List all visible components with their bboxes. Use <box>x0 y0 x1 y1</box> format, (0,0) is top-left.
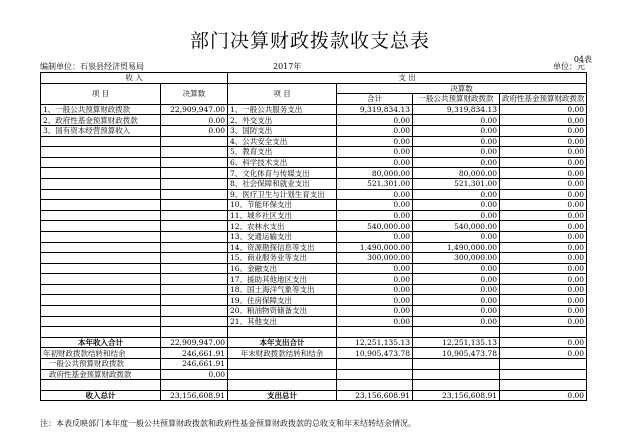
income-amount-cell <box>161 306 228 317</box>
year-expense-total: 12,251,135.13 <box>337 337 413 348</box>
expense-amount-header: 决算数 <box>337 83 587 94</box>
table-row <box>41 157 587 168</box>
expense-item-cell: 13、交通运输支出 <box>228 231 337 242</box>
expense-total-cell: 0.00 <box>337 210 413 221</box>
income-item-cell: 1、一般公共预算财政拨款 <box>41 104 161 115</box>
expense-gov-fund-cell: 0.00 <box>500 242 587 253</box>
end-balance-total: 10,905,473.78 <box>337 348 413 359</box>
income-amount-cell <box>161 210 228 221</box>
income-item-cell <box>41 263 161 274</box>
expense-total-fund: 0.00 <box>500 390 587 401</box>
income-amount-cell <box>161 136 228 147</box>
budget-summary-table <box>40 72 587 401</box>
expense-gov-fund-cell: 0.00 <box>500 316 587 327</box>
table-row <box>41 136 587 147</box>
begin-fund: 0.00 <box>161 369 228 380</box>
income-item-cell <box>41 168 161 179</box>
expense-item-cell: 9、医疗卫生与计划生育支出 <box>228 189 337 200</box>
expense-general-budget-cell: 300,000.00 <box>413 253 500 264</box>
table-row <box>41 327 587 338</box>
expense-total-cell: 0.00 <box>337 147 413 158</box>
table-row <box>41 316 587 327</box>
income-amount-cell <box>161 242 228 253</box>
income-item-cell <box>41 242 161 253</box>
expense-total-cell: 0.00 <box>337 295 413 306</box>
expense-item-cell: 20、粮油物资储备支出 <box>228 306 337 317</box>
expense-general-budget-cell: 0.00 <box>413 263 500 274</box>
expense-gov-fund-cell: 0.00 <box>500 147 587 158</box>
table-row <box>41 369 587 380</box>
table-row <box>41 284 587 295</box>
table-row <box>41 390 587 401</box>
table-row <box>41 295 587 306</box>
income-total: 23,156,608.91 <box>161 390 228 401</box>
expense-general-budget-cell: 0.00 <box>413 295 500 306</box>
expense-total-cell: 0.00 <box>337 115 413 126</box>
expense-total-cell: 0.00 <box>337 231 413 242</box>
expense-total-cell: 0.00 <box>337 189 413 200</box>
income-item-cell <box>41 178 161 189</box>
table-row <box>41 168 587 179</box>
report-meta <box>40 61 585 71</box>
income-item-cell <box>41 147 161 158</box>
income-item-cell <box>41 221 161 232</box>
table-note: 注：本表反映部门本年度一般公共预算财政拨款和政府性基金预算财政拨款的总收支和年末结转结余情况。 <box>40 419 416 428</box>
table-row <box>41 147 587 158</box>
begin-balance: 246,661.91 <box>161 348 228 359</box>
income-amount-cell <box>161 253 228 264</box>
income-item-cell <box>41 136 161 147</box>
expense-item-cell: 12、农林水支出 <box>228 221 337 232</box>
income-item-cell <box>41 274 161 285</box>
expense-header: 支 出 <box>228 73 587 84</box>
expense-general-budget-cell: 0.00 <box>413 189 500 200</box>
income-amount-cell <box>161 147 228 158</box>
expense-gov-fund-cell: 0.00 <box>500 284 587 295</box>
expense-total-cell: 540,000.00 <box>337 221 413 232</box>
income-item-cell <box>41 316 161 327</box>
expense-total-cell: 0.00 <box>337 306 413 317</box>
expense-item-cell: 2、外交支出 <box>228 115 337 126</box>
table-row <box>41 242 587 253</box>
expense-gov-fund-cell: 0.00 <box>500 189 587 200</box>
expense-general-budget-cell: 0.00 <box>413 274 500 285</box>
expense-total-cell: 0.00 <box>337 284 413 295</box>
expense-gov-fund-cell: 0.00 <box>500 115 587 126</box>
expense-general-budget-cell: 0.00 <box>413 231 500 242</box>
total-header: 合计 <box>337 94 413 105</box>
expense-gov-fund-cell: 0.00 <box>500 125 587 136</box>
table-row <box>41 178 587 189</box>
expense-item-cell: 14、资源勘探信息等支出 <box>228 242 337 253</box>
expense-total-cell: 0.00 <box>337 274 413 285</box>
end-balance-gen: 10,905,473.78 <box>413 348 500 359</box>
expense-total-cell: 0.00 <box>337 263 413 274</box>
expense-total-cell: 0.00 <box>337 125 413 136</box>
income-header: 收 入 <box>41 73 228 84</box>
table-row <box>41 104 587 115</box>
expense-gov-fund-cell: 0.00 <box>500 231 587 242</box>
expense-item-cell: 3、国防支出 <box>228 125 337 136</box>
expense-item-cell: 5、教育支出 <box>228 147 337 158</box>
header-row-2 <box>41 83 587 94</box>
year-expense-fund: 0.00 <box>500 337 587 348</box>
header-row-1 <box>41 73 587 84</box>
expense-total-label: 支出总计 <box>228 390 337 401</box>
income-item-cell <box>41 306 161 317</box>
expense-general-budget-cell: 521,301.00 <box>413 178 500 189</box>
expense-item-cell: 19、住房保障支出 <box>228 295 337 306</box>
income-item-cell <box>41 210 161 221</box>
expense-item-cell: 17、援助其他地区支出 <box>228 274 337 285</box>
expense-total-cell: 0.00 <box>337 136 413 147</box>
income-amount-cell <box>161 200 228 211</box>
income-amount-cell <box>161 274 228 285</box>
summary-body <box>41 327 587 401</box>
expense-gov-fund-cell: 0.00 <box>500 274 587 285</box>
expense-item-cell: 21、其他支出 <box>228 316 337 327</box>
table-row <box>41 348 587 359</box>
income-item-cell <box>41 284 161 295</box>
expense-general-budget-cell: 0.00 <box>413 157 500 168</box>
expense-item-cell: 10、节能环保支出 <box>228 200 337 211</box>
table-row <box>41 221 587 232</box>
table-row <box>41 306 587 317</box>
expense-general-budget-cell: 9,319,834.13 <box>413 104 500 115</box>
expense-general-budget-cell: 0.00 <box>413 115 500 126</box>
expense-general-budget-cell: 0.00 <box>413 147 500 158</box>
begin-balance-label: 年初财政拨款结转和结余 <box>41 348 161 359</box>
year-expense-total-label: 本年支出合计 <box>228 337 337 348</box>
expense-general-budget-cell: 0.00 <box>413 316 500 327</box>
income-item-cell: 3、国有资本经营预算收入 <box>41 125 161 136</box>
table-row <box>41 210 587 221</box>
table-body <box>41 104 587 326</box>
expense-item-cell: 18、国土海洋气象等支出 <box>228 284 337 295</box>
expense-total: 23,156,608.91 <box>337 390 413 401</box>
table-row <box>41 200 587 211</box>
income-amount-header: 决算数 <box>161 83 228 104</box>
income-amount-cell: 22,909,947.00 <box>161 104 228 115</box>
expense-item-header: 项 目 <box>228 83 337 104</box>
report-title: 部门决算财政拨款收支总表 <box>189 30 430 52</box>
expense-item-cell: 15、商业服务业等支出 <box>228 253 337 264</box>
expense-total-cell: 0.00 <box>337 316 413 327</box>
expense-general-budget-cell: 80,000.00 <box>413 168 500 179</box>
expense-gov-fund-cell: 0.00 <box>500 200 587 211</box>
expense-gov-fund-cell: 0.00 <box>500 136 587 147</box>
income-amount-cell <box>161 221 228 232</box>
year-expense-gen: 12,251,135.13 <box>413 337 500 348</box>
begin-gen: 246,661.91 <box>161 359 228 370</box>
expense-total-cell: 521,301.00 <box>337 178 413 189</box>
expense-gov-fund-cell: 0.00 <box>500 221 587 232</box>
expense-total-cell: 1,490,000.00 <box>337 242 413 253</box>
expense-item-cell: 7、文化体育与传媒支出 <box>228 168 337 179</box>
expense-general-budget-cell: 0.00 <box>413 125 500 136</box>
expense-item-cell: 16、金融支出 <box>228 263 337 274</box>
expense-total-gen: 23,156,608.91 <box>413 390 500 401</box>
expense-total-cell: 0.00 <box>337 200 413 211</box>
expense-general-budget-cell: 1,490,000.00 <box>413 242 500 253</box>
expense-total-cell: 300,000.00 <box>337 253 413 264</box>
table-row <box>41 115 587 126</box>
income-amount-cell <box>161 168 228 179</box>
year-income-total: 22,909,947.00 <box>161 337 228 348</box>
income-amount-cell <box>161 263 228 274</box>
table-row <box>41 380 587 391</box>
income-amount-cell: 0.00 <box>161 115 228 126</box>
income-item-cell <box>41 231 161 242</box>
income-amount-cell <box>161 284 228 295</box>
expense-item-cell: 8、社会保障和就业支出 <box>228 178 337 189</box>
table-row <box>41 359 587 370</box>
table-row <box>41 337 587 348</box>
expense-gov-fund-cell: 0.00 <box>500 168 587 179</box>
income-amount-cell <box>161 231 228 242</box>
income-item-cell <box>41 253 161 264</box>
expense-general-budget-cell: 540,000.00 <box>413 221 500 232</box>
general-budget-header: 一般公共预算财政拨款 <box>413 94 500 105</box>
income-amount-cell <box>161 189 228 200</box>
expense-gov-fund-cell: 0.00 <box>500 178 587 189</box>
table-row <box>41 125 587 136</box>
expense-general-budget-cell: 0.00 <box>413 210 500 221</box>
income-item-header: 项 目 <box>41 83 161 104</box>
expense-item-cell: 1、一般公共服务支出 <box>228 104 337 115</box>
gov-fund-header: 政府性基金预算财政拨款 <box>500 94 587 105</box>
expense-gov-fund-cell: 0.00 <box>500 104 587 115</box>
expense-item-cell: 4、公共安全支出 <box>228 136 337 147</box>
income-amount-cell: 0.00 <box>161 125 228 136</box>
expense-gov-fund-cell: 0.00 <box>500 210 587 221</box>
income-item-cell: 2、政府性基金预算财政拨款 <box>41 115 161 126</box>
begin-gen-label: 一般公共预算财政拨款 <box>41 359 161 370</box>
expense-gov-fund-cell: 0.00 <box>500 306 587 317</box>
expense-total-cell: 80,000.00 <box>337 168 413 179</box>
table-row <box>41 263 587 274</box>
expense-general-budget-cell: 0.00 <box>413 284 500 295</box>
income-item-cell <box>41 295 161 306</box>
reporting-unit: 编制单位：石泉县经济贸易局 <box>40 62 144 71</box>
income-amount-cell <box>161 316 228 327</box>
expense-gov-fund-cell: 0.00 <box>500 157 587 168</box>
income-amount-cell <box>161 295 228 306</box>
table-row <box>41 231 587 242</box>
expense-total-cell: 0.00 <box>337 157 413 168</box>
expense-total-cell: 9,319,834.13 <box>337 104 413 115</box>
expense-gov-fund-cell: 0.00 <box>500 295 587 306</box>
table-row <box>41 189 587 200</box>
income-item-cell <box>41 157 161 168</box>
expense-general-budget-cell: 0.00 <box>413 200 500 211</box>
expense-item-cell: 6、科学技术支出 <box>228 157 337 168</box>
expense-general-budget-cell: 0.00 <box>413 306 500 317</box>
expense-item-cell: 11、城乡社区支出 <box>228 210 337 221</box>
table-row <box>41 274 587 285</box>
income-item-cell <box>41 200 161 211</box>
income-total-label: 收入总计 <box>41 390 161 401</box>
expense-gov-fund-cell: 0.00 <box>500 253 587 264</box>
end-balance-label: 年末财政拨款结转和结余 <box>228 348 337 359</box>
income-item-cell <box>41 189 161 200</box>
table-row <box>41 253 587 264</box>
income-amount-cell <box>161 157 228 168</box>
money-unit: 单位：元 <box>553 62 585 71</box>
income-amount-cell <box>161 178 228 189</box>
begin-fund-label: 政府性基金预算财政拨款 <box>41 369 161 380</box>
form-number: 04表 <box>573 55 592 64</box>
end-balance-fund: 0.00 <box>500 348 587 359</box>
report-year: 2017年 <box>273 62 302 71</box>
year-income-total-label: 本年收入合计 <box>41 337 161 348</box>
expense-general-budget-cell: 0.00 <box>413 136 500 147</box>
expense-gov-fund-cell: 0.00 <box>500 263 587 274</box>
